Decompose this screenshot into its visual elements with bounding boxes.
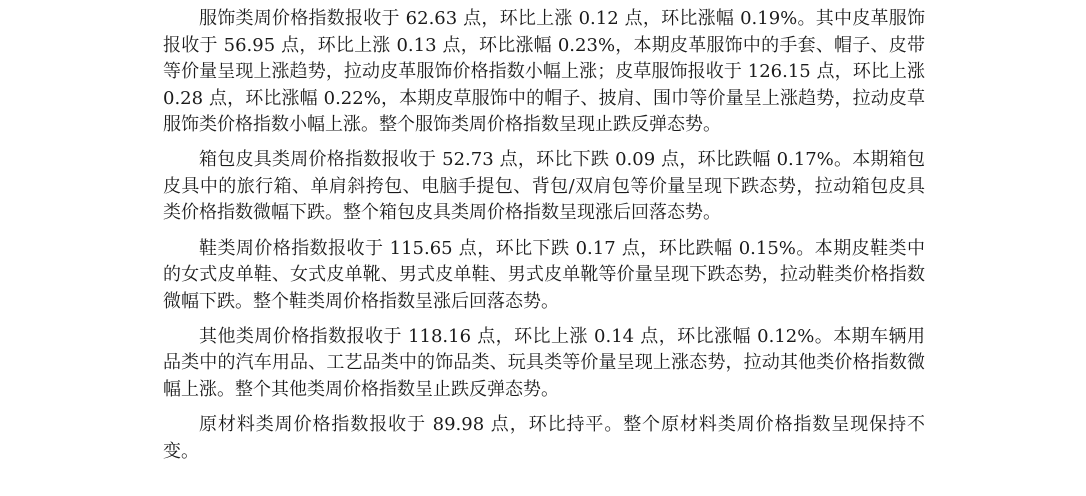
paragraph-other: 其他类周价格指数报收于 118.16 点，环比上涨 0.14 点，环比涨幅 0.12%。本期车辆用品类中的汽车用品、工艺品类中的饰品类、玩具类等价量呈现上涨态势，拉动其他类价格指数微幅上涨。整个其他类周价格指数呈止跌反弹态势。 xyxy=(163,325,925,400)
document-body xyxy=(163,0,925,469)
paragraph-raw-materials: 原材料类周价格指数报收于 89.98 点，环比持平。整个原材料类周价格指数呈现保持不变。 xyxy=(163,414,925,462)
paragraph-footwear: 鞋类周价格指数报收于 115.65 点，环比下跌 0.17 点，环比跌幅 0.15%。本期皮鞋类中的女式皮单鞋、女式皮单靴、男式皮单鞋、男式皮单靴等价量呈现下跌态势，拉动鞋类价格指数微幅下跌。整个鞋类周价格指数呈涨后回落态势。 xyxy=(163,237,925,312)
paragraph-apparel: 服饰类周价格指数报收于 62.63 点，环比上涨 0.12 点，环比涨幅 0.19%。其中皮革服饰报收于 56.95 点，环比上涨 0.13 点，环比涨幅 0.23%，本期皮革服饰中的手套、帽子、皮带等价量呈现上涨趋势，拉动皮革服饰价格指数小幅上涨；皮草服饰报收于 126.15 点，环比上涨 0.28 点，环比涨幅 0.22%，本期皮草服饰中的帽子、披肩、围巾等价量呈上涨趋势，拉动皮草服饰类价格指数小幅上涨。整个服饰类周价格指数呈现止跌反弹态势。 xyxy=(163,8,925,135)
paragraph-bags-leather-goods: 箱包皮具类周价格指数报收于 52.73 点，环比下跌 0.09 点，环比跌幅 0.17%。本期箱包皮具中的旅行箱、单肩斜挎包、电脑手提包、背包/双肩包等价量呈现下跌态势，拉动箱包皮具类价格指数微幅下跌。整个箱包皮具类周价格指数呈现涨后回落态势。 xyxy=(163,149,925,224)
